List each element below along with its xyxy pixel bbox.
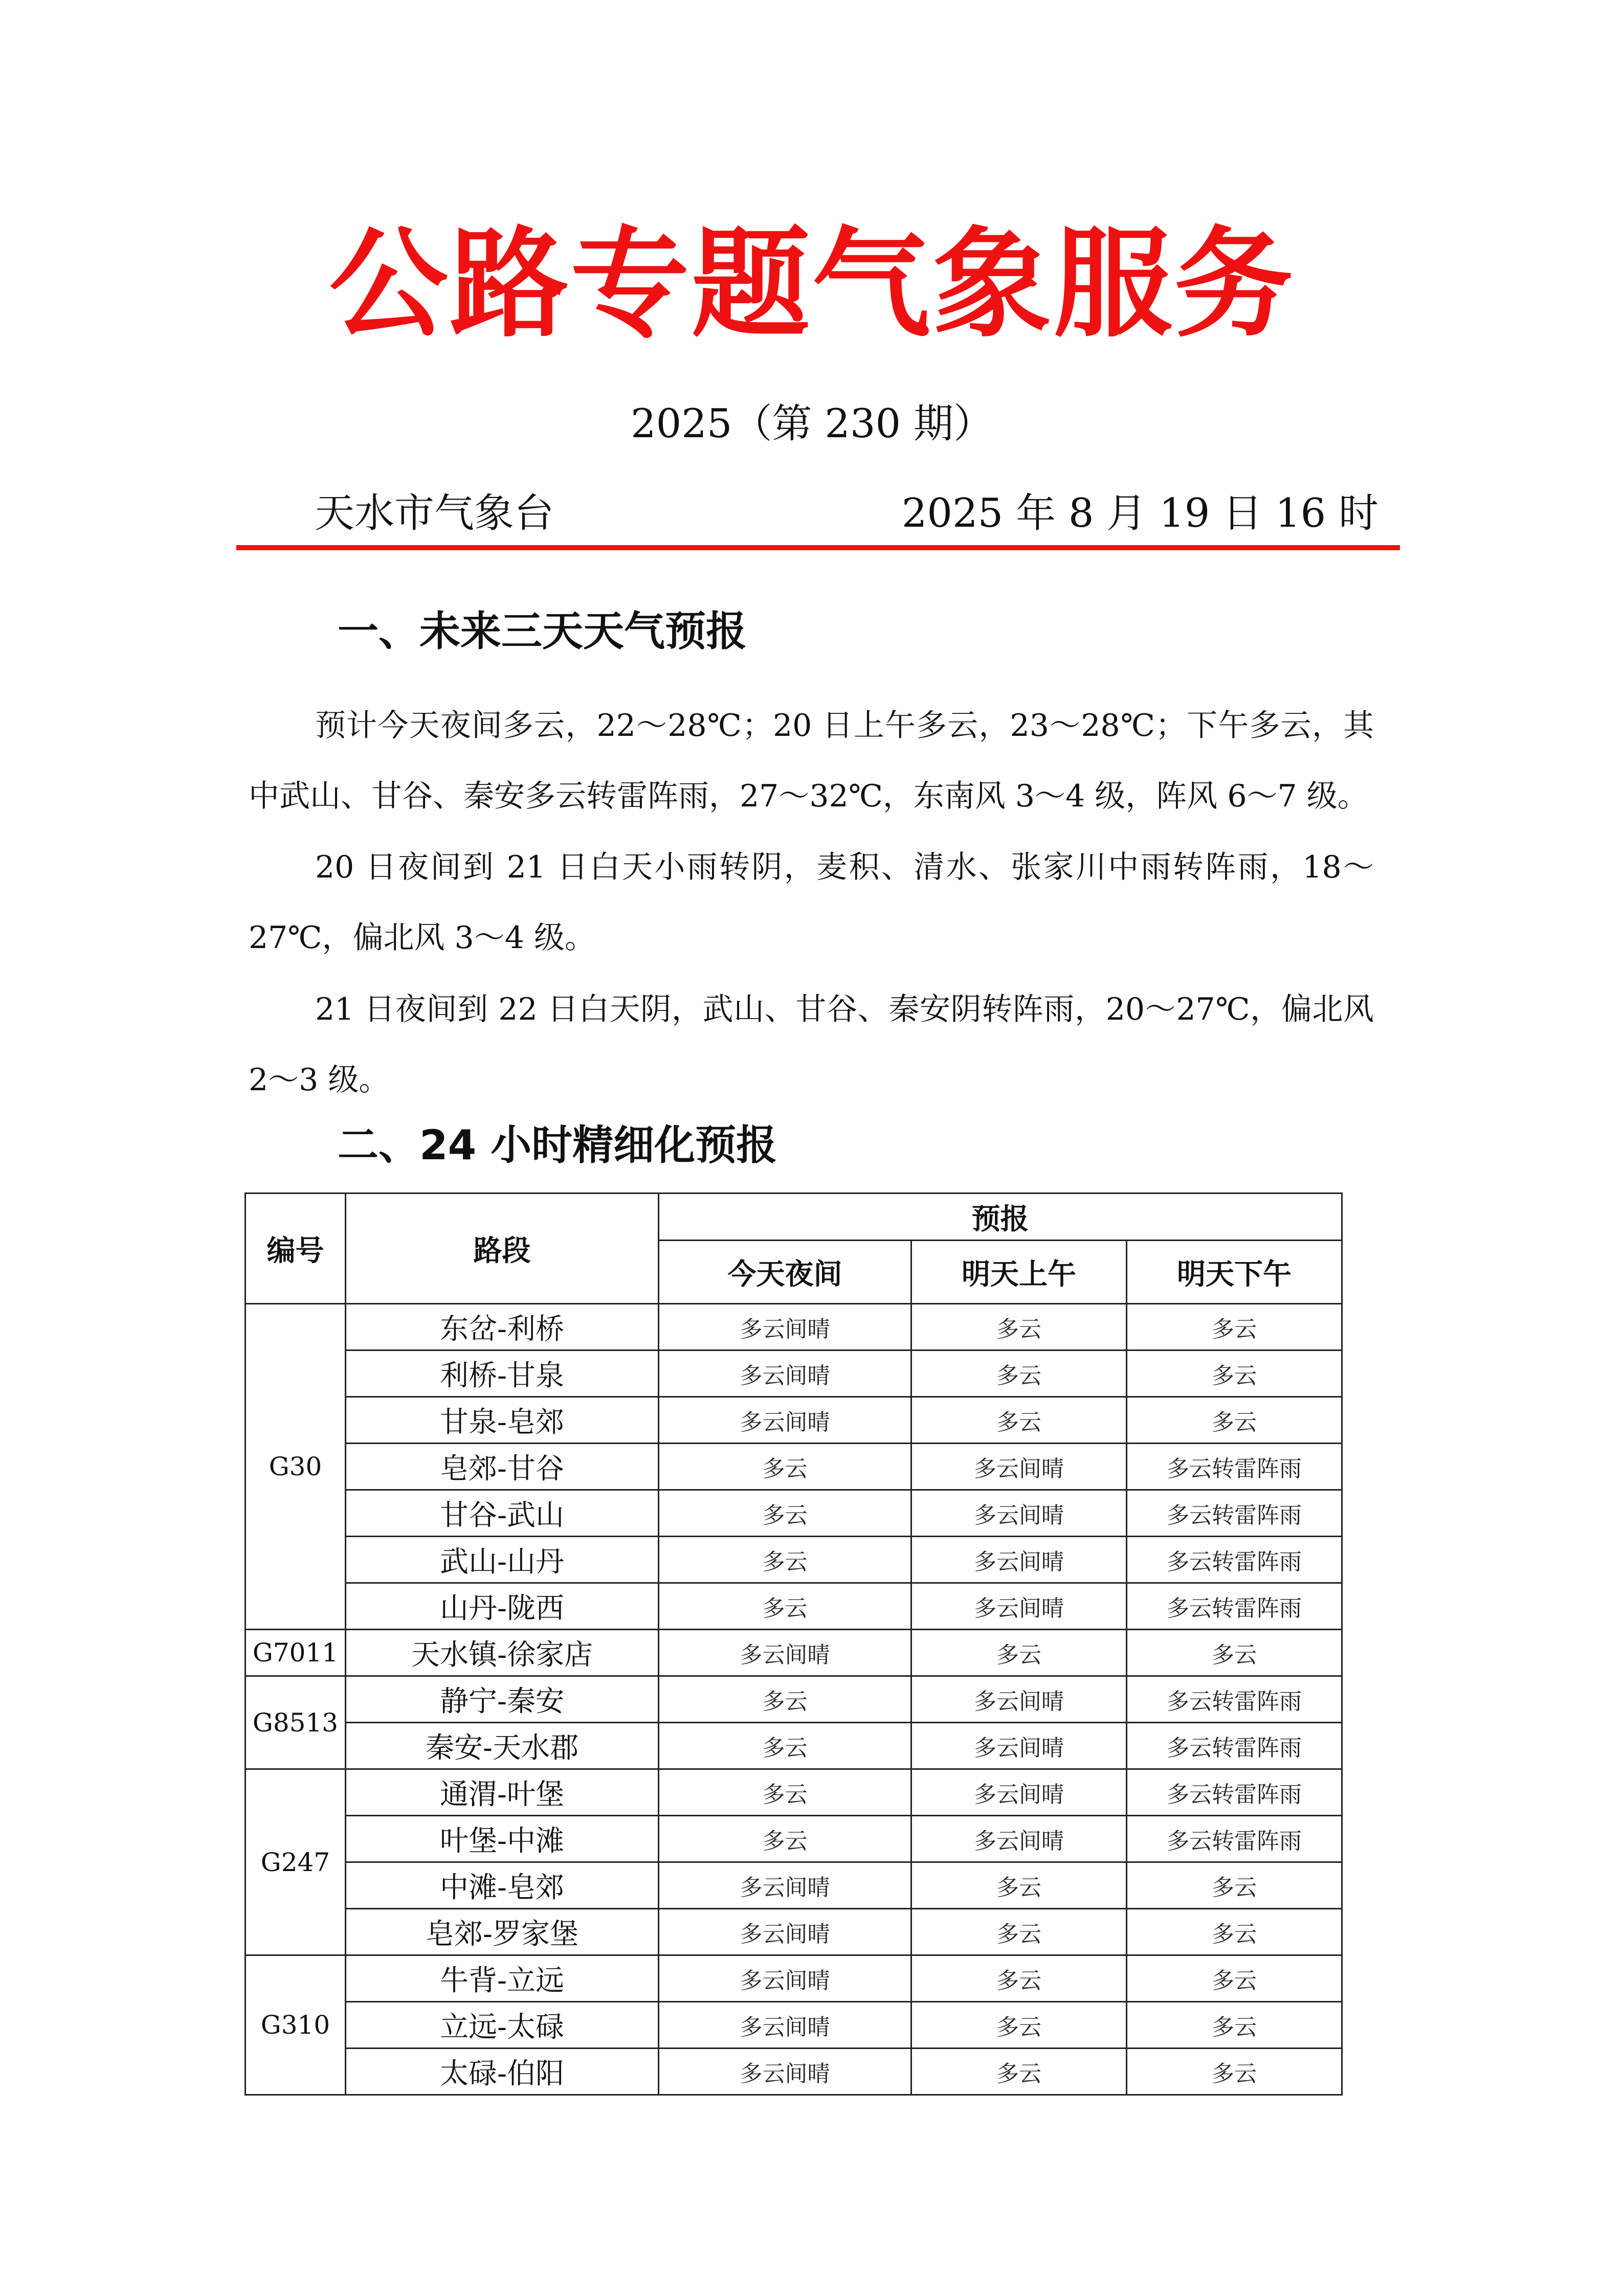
forecast-tonight: 多云 [659, 1490, 911, 1537]
forecast-tomorrow-afternoon: 多云转雷阵雨 [1127, 1816, 1342, 1862]
forecast-tomorrow-morning: 多云 [911, 2049, 1127, 2095]
route-code: G7011 [246, 1630, 346, 1676]
forecast-tomorrow-afternoon: 多云转雷阵雨 [1127, 1444, 1342, 1490]
forecast-tomorrow-morning: 多云 [911, 1630, 1127, 1676]
forecast-tonight: 多云间晴 [659, 2002, 911, 2049]
road-segment: 牛背-立远 [346, 1955, 659, 2002]
road-segment: 甘谷-武山 [346, 1490, 659, 1537]
forecast-tomorrow-morning: 多云间晴 [911, 1769, 1127, 1816]
table-row [246, 1583, 1342, 1630]
issue-number: 2025（第 230 期） [631, 401, 993, 447]
route-code: G310 [246, 1955, 346, 2095]
forecast-tomorrow-afternoon: 多云 [1127, 1862, 1342, 1909]
table-row [246, 1490, 1342, 1537]
forecast-tonight: 多云 [659, 1676, 911, 1723]
header-tomorrow-morning: 明天上午 [911, 1241, 1127, 1304]
forecast-tomorrow-afternoon: 多云转雷阵雨 [1127, 1769, 1342, 1816]
table-row [246, 1304, 1342, 1350]
forecast-tomorrow-afternoon: 多云 [1127, 1955, 1342, 2002]
header-forecast: 预报 [659, 1194, 1342, 1241]
forecast-tomorrow-morning: 多云间晴 [911, 1816, 1127, 1862]
forecast-tomorrow-morning: 多云间晴 [911, 1490, 1127, 1537]
table-row [246, 1769, 1342, 1816]
forecast-tonight: 多云间晴 [659, 2049, 911, 2095]
forecast-table [244, 1192, 1343, 2096]
forecast-tonight: 多云 [659, 1816, 911, 1862]
forecast-tonight: 多云间晴 [659, 1304, 911, 1350]
table-row [246, 1397, 1342, 1444]
table-row [246, 1350, 1342, 1397]
road-segment: 武山-山丹 [346, 1537, 659, 1583]
issuer-name: 天水市气象台 [315, 490, 554, 536]
forecast-tomorrow-afternoon: 多云 [1127, 1630, 1342, 1676]
header-code: 编号 [246, 1194, 346, 1304]
forecast-tonight: 多云间晴 [659, 1630, 911, 1676]
road-segment: 静宁-秦安 [346, 1676, 659, 1723]
route-code: G30 [246, 1304, 346, 1630]
forecast-tomorrow-morning: 多云 [911, 1955, 1127, 2002]
forecast-tonight: 多云间晴 [659, 1909, 911, 1955]
forecast-tomorrow-morning: 多云间晴 [911, 1444, 1127, 1490]
paragraph-today: 预计今天夜间多云，22～28℃；20 日上午多云，23～28℃；下午多云，其中武山、甘谷、秦安多云转雷阵雨，27～32℃，东南风 3～4 级，阵风 6～7 级。 [249, 708, 1374, 814]
forecast-tomorrow-afternoon: 多云转雷阵雨 [1127, 1537, 1342, 1583]
paragraph-day3: 21 日夜间到 22 日白天阴，武山、甘谷、秦安阴转阵雨，20～27℃，偏北风 2～3 级。 [249, 992, 1374, 1098]
header-tomorrow-afternoon: 明天下午 [1127, 1241, 1342, 1304]
masthead-title: 公路专题气象服务 [329, 215, 1295, 353]
table-row [246, 1723, 1342, 1769]
road-segment: 通渭-叶堡 [346, 1769, 659, 1816]
table-row [246, 1909, 1342, 1955]
forecast-tonight: 多云间晴 [659, 1955, 911, 2002]
forecast-tomorrow-morning: 多云间晴 [911, 1676, 1127, 1723]
forecast-tomorrow-afternoon: 多云转雷阵雨 [1127, 1583, 1342, 1630]
forecast-tomorrow-morning: 多云 [911, 1350, 1127, 1397]
road-segment: 立远-太碌 [346, 2002, 659, 2049]
forecast-tomorrow-afternoon: 多云转雷阵雨 [1127, 1723, 1342, 1769]
road-segment: 中滩-皂郊 [346, 1862, 659, 1909]
table-row [246, 1816, 1342, 1862]
forecast-tomorrow-afternoon: 多云转雷阵雨 [1127, 1676, 1342, 1723]
table-row [246, 2049, 1342, 2095]
forecast-tonight: 多云 [659, 1723, 911, 1769]
road-segment: 皂郊-罗家堡 [346, 1909, 659, 1955]
paragraph-day2: 20 日夜间到 21 日白天小雨转阴，麦积、清水、张家川中雨转阵雨，18～27℃，偏北风 3～4 级。 [249, 849, 1374, 956]
road-segment: 利桥-甘泉 [346, 1350, 659, 1397]
forecast-tomorrow-afternoon: 多云 [1127, 1909, 1342, 1955]
forecast-tonight: 多云 [659, 1537, 911, 1583]
forecast-tonight: 多云 [659, 1444, 911, 1490]
road-segment: 东岔-利桥 [346, 1304, 659, 1350]
route-code: G8513 [246, 1676, 346, 1769]
table-row [246, 1862, 1342, 1909]
table-row [246, 1630, 1342, 1676]
forecast-tomorrow-morning: 多云间晴 [911, 1723, 1127, 1769]
forecast-tomorrow-morning: 多云 [911, 1909, 1127, 1955]
forecast-tomorrow-afternoon: 多云 [1127, 2049, 1342, 2095]
table-row [246, 1444, 1342, 1490]
header-segment: 路段 [346, 1194, 659, 1304]
forecast-tomorrow-afternoon: 多云 [1127, 2002, 1342, 2049]
forecast-tomorrow-morning: 多云间晴 [911, 1537, 1127, 1583]
table-row [246, 1537, 1342, 1583]
forecast-tomorrow-morning: 多云 [911, 1397, 1127, 1444]
forecast-tonight: 多云 [659, 1583, 911, 1630]
forecast-tonight: 多云间晴 [659, 1397, 911, 1444]
road-segment: 太碌-伯阳 [346, 2049, 659, 2095]
forecast-tomorrow-afternoon: 多云转雷阵雨 [1127, 1490, 1342, 1537]
forecast-tonight: 多云 [659, 1769, 911, 1816]
forecast-tomorrow-afternoon: 多云 [1127, 1304, 1342, 1350]
forecast-tomorrow-afternoon: 多云 [1127, 1397, 1342, 1444]
issue-time: 2025 年 8 月 19 日 16 时 [901, 490, 1378, 536]
road-segment: 皂郊-甘谷 [346, 1444, 659, 1490]
header-tonight: 今天夜间 [659, 1241, 911, 1304]
table-row [246, 1676, 1342, 1723]
forecast-tomorrow-morning: 多云 [911, 2002, 1127, 2049]
road-segment: 山丹-陇西 [346, 1583, 659, 1630]
route-code: G247 [246, 1769, 346, 1955]
forecast-tomorrow-morning: 多云间晴 [911, 1583, 1127, 1630]
table-row [246, 2002, 1342, 2049]
road-segment: 叶堡-中滩 [346, 1816, 659, 1862]
road-segment: 天水镇-徐家店 [346, 1630, 659, 1676]
road-segment: 秦安-天水郡 [346, 1723, 659, 1769]
forecast-tomorrow-morning: 多云 [911, 1304, 1127, 1350]
section-heading-fine-forecast: 二、24 小时精细化预报 [338, 1121, 777, 1169]
forecast-tonight: 多云间晴 [659, 1350, 911, 1397]
forecast-tomorrow-morning: 多云 [911, 1862, 1127, 1909]
table-row [246, 1955, 1342, 2002]
forecast-tonight: 多云间晴 [659, 1862, 911, 1909]
header-divider [236, 545, 1400, 550]
road-segment: 甘泉-皂郊 [346, 1397, 659, 1444]
forecast-tomorrow-afternoon: 多云 [1127, 1350, 1342, 1397]
section-heading-forecast: 一、未来三天天气预报 [338, 607, 747, 655]
